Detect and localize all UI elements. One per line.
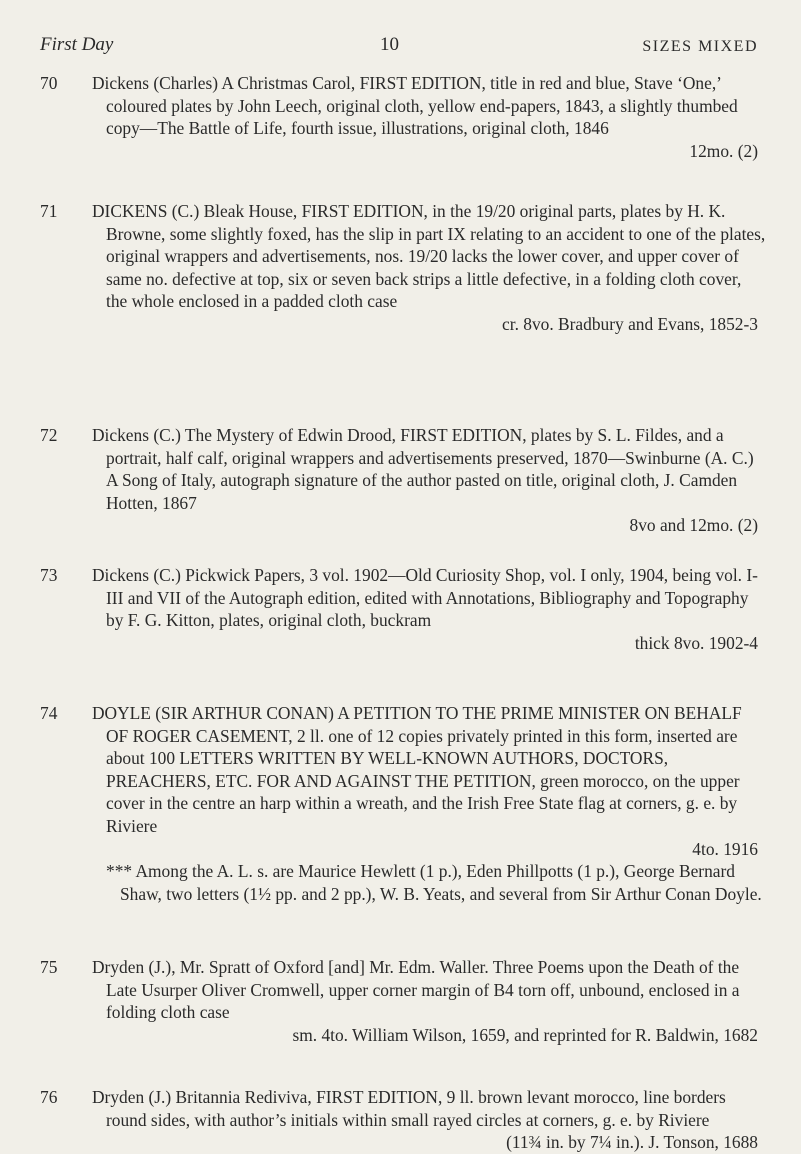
lot-number: 74 [40, 703, 58, 723]
lot-entry [0, 1086, 801, 1154]
lot-description: DICKENS (C.) Bleak House, FIRST EDITION, in the 19/20 original parts, plates by H. K. Browne, some slightly foxed, has the slip in part IX relating to an accident to one of the plates, original wrappers and advertisements, nos. 19/20 lacks the lower cover, and upper cover of same no. defective at top, six or seven back strips a little defective, in a folding cloth cover, the whole enclosed in a padded cloth case [92, 201, 766, 312]
lot-description: Dryden (J.), Mr. Spratt of Oxford [and] Mr. Edm. Waller. Three Poems upon the Death of the Late Usurper Oliver Cromwell, upper corner margin of B4 torn off, unbound, enclosed in a folding cloth case [92, 957, 740, 1023]
header-section: SIZES MIXED [642, 38, 758, 55]
lot-entry [0, 72, 801, 162]
lot-number: 71 [40, 201, 58, 221]
lot-description: Dickens (Charles) A Christmas Carol, FIRST EDITION, title in red and blue, Stave ‘One,’ coloured plates by John Leech, original cloth, yellow end-papers, 1843, a slightly thumbed copy—The Battle of Life, fourth issue, illustrations, original cloth, 1846 [92, 73, 738, 139]
lot-format: sm. 4to. William Wilson, 1659, and reprinted for R. Baldwin, 1682 [292, 1024, 758, 1045]
lot-description: Dickens (C.) Pickwick Papers, 3 vol. 1902—Old Curiosity Shop, vol. I only, 1904, being vol. I-III and VII of the Autograph edition, edited with Annotations, Bibliography and Topography by F. G. Kitton, plates, original cloth, buckram [92, 565, 758, 631]
lot-number: 76 [40, 1087, 58, 1107]
lot-entry [0, 956, 801, 1046]
lot-number: 72 [40, 425, 58, 445]
lot-number: 73 [40, 565, 58, 585]
lot-number: 75 [40, 957, 58, 977]
lot-entry [0, 424, 801, 537]
lot-description: Dryden (J.) Britannia Rediviva, FIRST EDITION, 9 ll. brown levant morocco, line borders round sides, with author’s initials within small rayed circles at corners, g. e. by Riviere [92, 1087, 726, 1130]
lot-entry [0, 702, 801, 905]
lot-format: 4to. 1916 [692, 838, 758, 859]
lot-format: 12mo. (2) [689, 140, 758, 161]
lot-note: *** Among the A. L. s. are Maurice Hewlett (1 p.), Eden Phillpotts (1 p.), George Bernard Shaw, two letters (1½ pp. and 2 pp.), W. B. Yeats, and several from Sir Arthur Conan Doyle. [106, 861, 762, 904]
lot-entry [0, 564, 801, 654]
lot-number: 70 [40, 73, 58, 93]
lot-format: cr. 8vo. Bradbury and Evans, 1852-3 [502, 313, 758, 334]
header-day: First Day [40, 34, 114, 55]
lot-entry [0, 200, 801, 336]
lot-format: thick 8vo. 1902-4 [634, 632, 758, 653]
lot-format: (11¾ in. by 7¼ in.). J. Tonson, 1688 [506, 1132, 758, 1153]
lot-format: 8vo and 12mo. (2) [629, 515, 758, 536]
page-number: 10 [380, 34, 399, 55]
running-header [0, 34, 801, 58]
lot-description: DOYLE (SIR ARTHUR CONAN) A PETITION TO THE PRIME MINISTER ON BEHALF OF ROGER CASEMENT, 2 ll. one of 12 copies privately printed in this form, inserted are about 100 LETTERS WRITTEN BY WELL-KNOWN AUTHORS, DOCTORS, PREACHERS, ETC. FOR AND AGAINST THE PETITION, green morocco, on the upper cover in the centre an harp within a wreath, and the Irish Free State flag at corners, g. e. by Riviere [92, 703, 742, 836]
lot-description: Dickens (C.) The Mystery of Edwin Drood, FIRST EDITION, plates by S. L. Fildes, and a portrait, half calf, original wrappers and advertisements preserved, 1870—Swinburne (A. C.) A Song of Italy, autograph signature of the author pasted on title, original cloth, J. Camden Hotten, 1867 [92, 425, 754, 513]
